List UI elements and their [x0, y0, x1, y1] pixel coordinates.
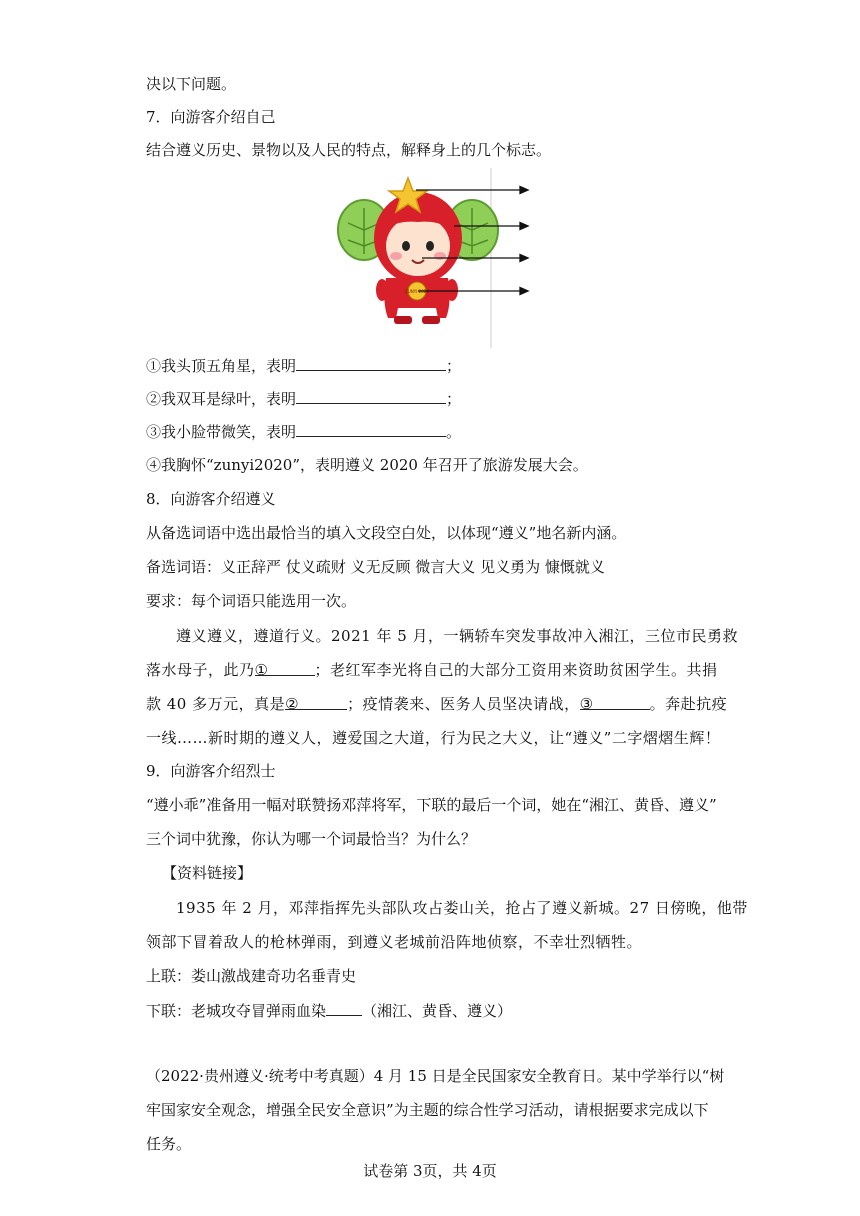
mascot-figure — [336, 168, 536, 348]
passage-text: 款 40 多万元，真是 — [146, 695, 286, 713]
arrow-head-badge — [520, 288, 528, 295]
next-question-3: 任务。 — [146, 1135, 192, 1153]
passage-text: 落水母子，此乃 — [146, 661, 255, 679]
question-8-passage-1: 遵义遵义，遵道行义。2021 年 5 月，一辆轿车突发事故冲入湘江，三位市民勇救 — [176, 627, 739, 645]
question-8-passage-4: 一线……新时期的遵义人，遵爱国之大道，行为民之大义，让“遵义”二字熠熠生辉！ — [146, 729, 721, 747]
question-8-passage-2 — [146, 660, 718, 680]
question-9-material-1: 1935 年 2 月，邓萍指挥先头部队攻占娄山关，抢占了遵义新城。27 日傍晚，他带 — [176, 899, 748, 917]
question-8-passage-3 — [146, 694, 727, 714]
question-7-item-1 — [146, 355, 461, 376]
couplet-upper: 上联：娄山激战建奇功名垂青史 — [146, 967, 357, 985]
answer-blank[interactable] — [326, 1000, 362, 1016]
item-3-text: ③我小脸带微笑，表明 — [146, 423, 297, 441]
couplet-lower-options: （湘江、黄昏、遵义） — [362, 1002, 513, 1020]
question-9-desc-2: 三个词中犹豫，你认为哪一个词最恰当？为什么？ — [146, 830, 477, 848]
question-7-item-2 — [146, 388, 461, 409]
blank-marker: ① — [254, 661, 269, 679]
answer-blank-2[interactable] — [285, 694, 347, 713]
question-9-material-2: 领部下冒着敌人的枪林弹雨，到遵义老城前沿阵地侦察，不幸壮烈牺牲。 — [146, 933, 643, 951]
answer-blank-1[interactable] — [254, 660, 315, 679]
answer-blank[interactable] — [296, 388, 446, 404]
item-2-end: ； — [446, 390, 462, 408]
text-line: 决以下问题。 — [146, 75, 237, 93]
question-9-link-heading: 【资料链接】 — [162, 864, 253, 882]
arrow-head-star — [520, 187, 528, 194]
arrow-head-leaf — [520, 223, 528, 230]
question-7-title: 7．向游客介绍自己 — [146, 108, 276, 126]
question-8-options: 备选词语：义正辞严 仗义疏财 义无反顾 微言大义 见义勇为 慷慨就义 — [146, 558, 605, 576]
question-8-title: 8．向游客介绍遵义 — [146, 490, 276, 508]
answer-blank-3[interactable] — [579, 694, 650, 713]
couplet-lower — [146, 1000, 512, 1021]
question-8-desc: 从备选词语中选出最恰当的填入文段空白处，以体现“遵义”地名新内涵。 — [146, 524, 627, 542]
answer-blank[interactable] — [296, 355, 446, 371]
passage-text: ；疫情袭来、医务人员坚决请战， — [347, 695, 580, 713]
item-3-end: 。 — [446, 423, 462, 441]
question-9-desc-1: “遵小乖”准备用一幅对联赞扬邓萍将军，下联的最后一个词，她在“湘江、黄昏、遵义” — [146, 796, 717, 814]
item-1-text: ①我头顶五角星，表明 — [146, 357, 297, 375]
question-7-item-4: ④我胸怀“zunyi2020”，表明遵义 2020 年召开了旅游发展大会。 — [146, 456, 588, 474]
next-question-2: 牢国家安全观念，增强全民安全意识”为主题的综合性学习活动，请根据要求完成以下 — [146, 1101, 709, 1119]
item-2-text: ②我双耳是绿叶，表明 — [146, 390, 297, 408]
blank-marker: ③ — [579, 695, 594, 713]
question-7-desc: 结合遵义历史、景物以及人民的特点，解释身上的几个标志。 — [146, 141, 552, 159]
passage-text: 。奔赴抗疫 — [649, 695, 728, 713]
couplet-lower-text: 下联：老城攻夺冒弹雨血染 — [146, 1002, 327, 1020]
badge-text: ZUNYI 2020 — [405, 289, 429, 294]
question-9-title: 9．向游客介绍烈士 — [146, 762, 276, 780]
passage-text: ；老红军李光将自己的大部分工资用来资助贫困学生。共捐 — [314, 661, 718, 679]
next-question-1: （2022·贵州遵义·统考中考真题）4 月 15 日是全民国家安全教育日。某中学举行以“树 — [146, 1067, 725, 1085]
item-1-end: ； — [446, 357, 462, 375]
blank-marker: ② — [285, 695, 300, 713]
arrow-head-smile — [520, 255, 528, 262]
question-7-item-3 — [146, 421, 461, 442]
question-8-requirement: 要求：每个词语只能选用一次。 — [146, 592, 357, 610]
page-footer: 试卷第 3页，共 4页 — [363, 1162, 497, 1180]
answer-blank[interactable] — [296, 421, 446, 437]
